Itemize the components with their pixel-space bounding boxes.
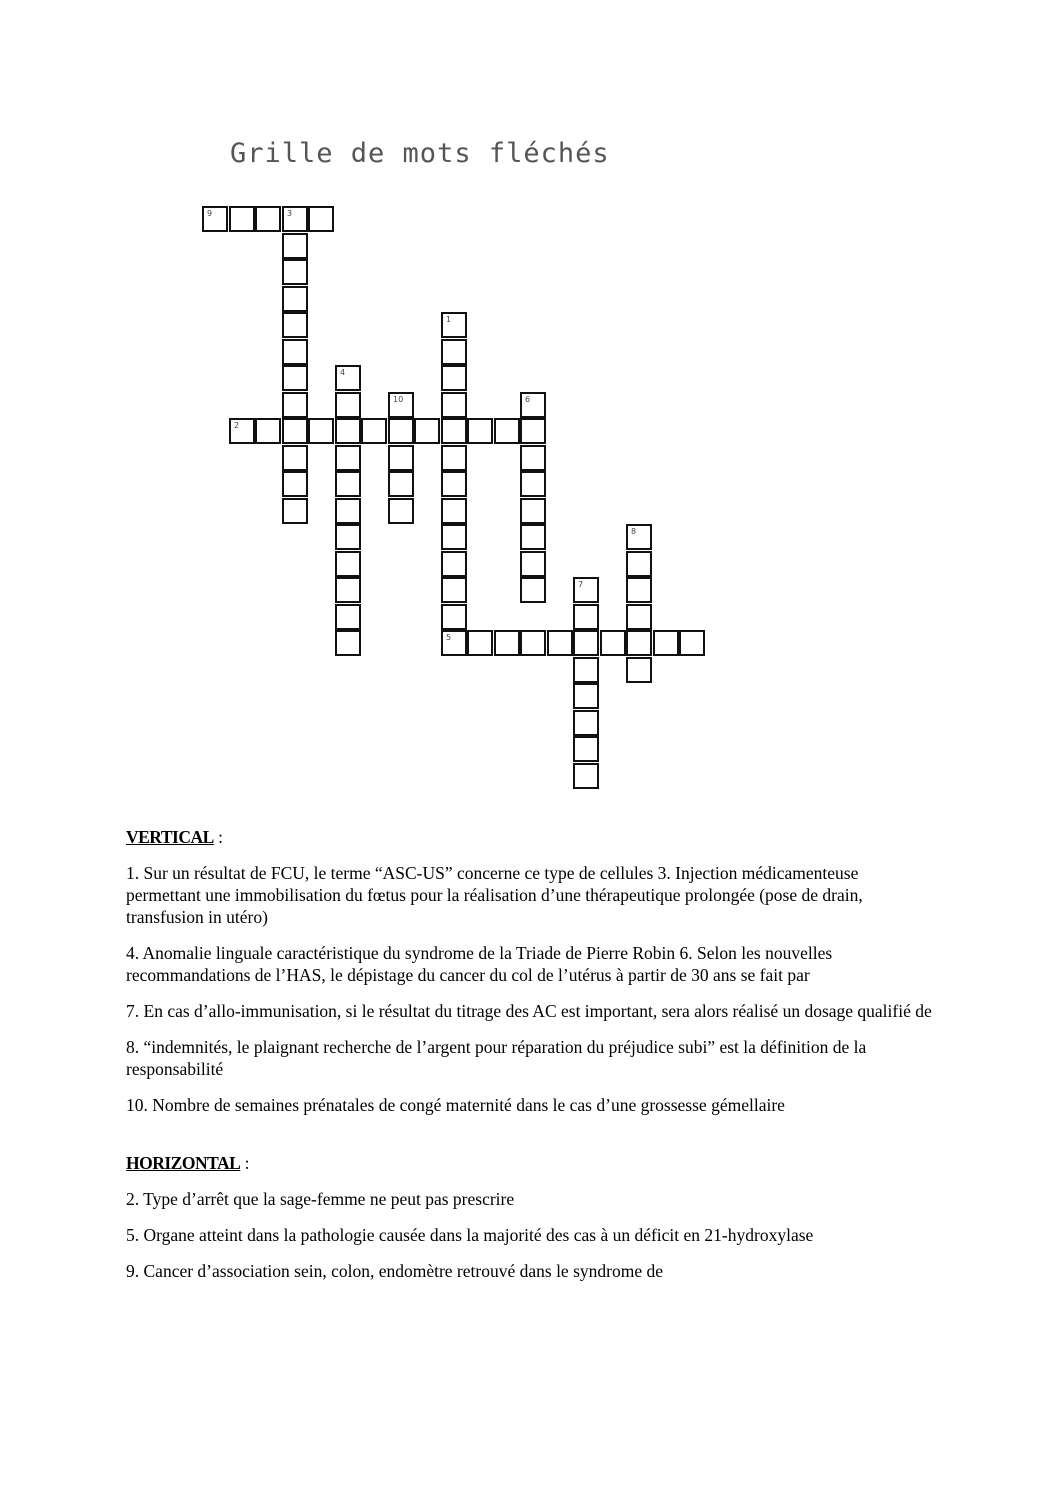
- grid-cell[interactable]: [441, 604, 467, 630]
- grid-cell[interactable]: [335, 604, 361, 630]
- vertical-heading: [126, 826, 936, 848]
- grid-cell[interactable]: [600, 630, 626, 656]
- grid-cell[interactable]: [335, 551, 361, 577]
- grid-cell[interactable]: [282, 312, 308, 338]
- grid-cell[interactable]: [573, 683, 599, 709]
- grid-cell[interactable]: [494, 418, 520, 444]
- grid-cell[interactable]: [520, 418, 546, 444]
- grid-cell[interactable]: [282, 339, 308, 365]
- grid-cell[interactable]: [520, 445, 546, 471]
- grid-cell[interactable]: [441, 524, 467, 550]
- vertical-clue: 8. “indemnités, le plaignant recherche de l’argent pour réparation du préjudice subi” est la définition de la responsabilité: [126, 1037, 867, 1079]
- grid-cell[interactable]: [441, 312, 467, 338]
- horizontal-heading-word: HORIZONTAL: [126, 1153, 241, 1173]
- grid-cell[interactable]: [520, 630, 546, 656]
- grid-cell[interactable]: [520, 551, 546, 577]
- grid-cell[interactable]: [520, 471, 546, 497]
- grid-cell[interactable]: [467, 418, 493, 444]
- grid-cell[interactable]: [467, 630, 493, 656]
- grid-cell[interactable]: [335, 471, 361, 497]
- grid-cell[interactable]: [335, 365, 361, 391]
- grid-cell[interactable]: [229, 206, 255, 232]
- grid-cell[interactable]: [520, 524, 546, 550]
- cell-number: 6: [525, 395, 531, 404]
- grid-cell[interactable]: [335, 630, 361, 656]
- vertical-clue: 10. Nombre de semaines prénatales de congé maternité dans le cas d’une grossesse gémellaire: [126, 1095, 785, 1115]
- grid-cell[interactable]: [573, 577, 599, 603]
- grid-cell[interactable]: [626, 657, 652, 683]
- grid-cell[interactable]: [335, 524, 361, 550]
- grid-cell[interactable]: [626, 551, 652, 577]
- grid-cell[interactable]: [388, 445, 414, 471]
- grid-cell[interactable]: [573, 736, 599, 762]
- grid-cell[interactable]: [573, 763, 599, 789]
- grid-cell[interactable]: [388, 392, 414, 418]
- horizontal-heading: [126, 1152, 936, 1174]
- section-spacer: [126, 1130, 936, 1152]
- clues-section: [126, 826, 936, 1296]
- cell-number: 8: [631, 527, 637, 536]
- grid-cell[interactable]: [414, 418, 440, 444]
- grid-cell[interactable]: [441, 577, 467, 603]
- grid-cell[interactable]: [653, 630, 679, 656]
- grid-cell[interactable]: [202, 206, 228, 232]
- cell-number: 1: [446, 315, 452, 324]
- grid-cell[interactable]: [573, 604, 599, 630]
- grid-cell[interactable]: [282, 418, 308, 444]
- grid-cell[interactable]: [441, 365, 467, 391]
- grid-cell[interactable]: [282, 259, 308, 285]
- cell-number: 5: [446, 633, 452, 642]
- cell-number: 9: [207, 209, 213, 218]
- grid-cell[interactable]: [679, 630, 705, 656]
- grid-cell[interactable]: [255, 206, 281, 232]
- grid-cell[interactable]: [520, 577, 546, 603]
- grid-cell[interactable]: [441, 445, 467, 471]
- grid-cell[interactable]: [388, 471, 414, 497]
- grid-cell[interactable]: [626, 630, 652, 656]
- grid-cell[interactable]: [361, 418, 387, 444]
- grid-cell[interactable]: [282, 392, 308, 418]
- grid-cell[interactable]: [520, 498, 546, 524]
- cell-number: 2: [234, 421, 240, 430]
- vertical-heading-word: VERTICAL: [126, 827, 214, 847]
- grid-cell[interactable]: [626, 524, 652, 550]
- grid-cell[interactable]: [229, 418, 255, 444]
- grid-cell[interactable]: [282, 471, 308, 497]
- vertical-clue: 4. Anomalie linguale caractéristique du syndrome de la Triade de Pierre Robin 6. Selon les nouvelles recommandations de l’HAS, le dépistage du cancer du col de l’utérus à partir de 30 ans se fait par: [126, 943, 833, 985]
- grid-cell[interactable]: [626, 604, 652, 630]
- grid-cell[interactable]: [388, 418, 414, 444]
- grid-cell[interactable]: [441, 418, 467, 444]
- grid-cell[interactable]: [520, 392, 546, 418]
- grid-cell[interactable]: [282, 233, 308, 259]
- vertical-clue: 7. En cas d’allo-immunisation, si le résultat du titrage des AC est important, sera alors réalisé un dosage qualifié de: [126, 1001, 932, 1021]
- grid-cell[interactable]: [282, 445, 308, 471]
- grid-cell[interactable]: [282, 498, 308, 524]
- horizontal-clue: 5. Organe atteint dans la pathologie causée dans la majorité des cas à un déficit en 21-hydroxylase: [126, 1225, 814, 1245]
- grid-cell[interactable]: [547, 630, 573, 656]
- grid-cell[interactable]: [335, 392, 361, 418]
- grid-cell[interactable]: [573, 630, 599, 656]
- page-title: Grille de mots fléchés: [230, 138, 610, 169]
- grid-cell[interactable]: [282, 365, 308, 391]
- grid-cell[interactable]: [308, 418, 334, 444]
- grid-cell[interactable]: [335, 577, 361, 603]
- grid-cell[interactable]: [441, 551, 467, 577]
- grid-cell[interactable]: [335, 418, 361, 444]
- horizontal-clue: 2. Type d’arrêt que la sage-femme ne peut pas prescrire: [126, 1189, 515, 1209]
- vertical-heading-suffix: :: [213, 827, 224, 847]
- grid-cell[interactable]: [308, 206, 334, 232]
- cell-number: 7: [578, 580, 584, 589]
- grid-cell[interactable]: [441, 471, 467, 497]
- grid-cell[interactable]: [335, 498, 361, 524]
- grid-cell[interactable]: [626, 577, 652, 603]
- cell-number: 10: [393, 395, 404, 404]
- horizontal-clue: 9. Cancer d’association sein, colon, endomètre retrouvé dans le syndrome de: [126, 1261, 663, 1281]
- vertical-clue: 1. Sur un résultat de FCU, le terme “ASC-US” concerne ce type de cellules 3. Injection médicamenteuse permettant une immobilisation du fœtus pour la réalisation d’une thérapeutique prolongée (pose de drain, transfusion in utéro): [126, 863, 863, 927]
- grid-cell[interactable]: [255, 418, 281, 444]
- grid-cell[interactable]: [282, 286, 308, 312]
- cell-number: 4: [340, 368, 346, 377]
- grid-cell[interactable]: [388, 498, 414, 524]
- grid-cell[interactable]: [573, 657, 599, 683]
- cell-number: 3: [287, 209, 293, 218]
- grid-cell[interactable]: [441, 392, 467, 418]
- grid-cell[interactable]: [441, 339, 467, 365]
- grid-cell[interactable]: [282, 206, 308, 232]
- horizontal-heading-suffix: :: [240, 1153, 250, 1173]
- grid-cell[interactable]: [573, 710, 599, 736]
- grid-cell[interactable]: [335, 445, 361, 471]
- grid-cell[interactable]: [441, 498, 467, 524]
- grid-cell[interactable]: [441, 630, 467, 656]
- grid-cell[interactable]: [494, 630, 520, 656]
